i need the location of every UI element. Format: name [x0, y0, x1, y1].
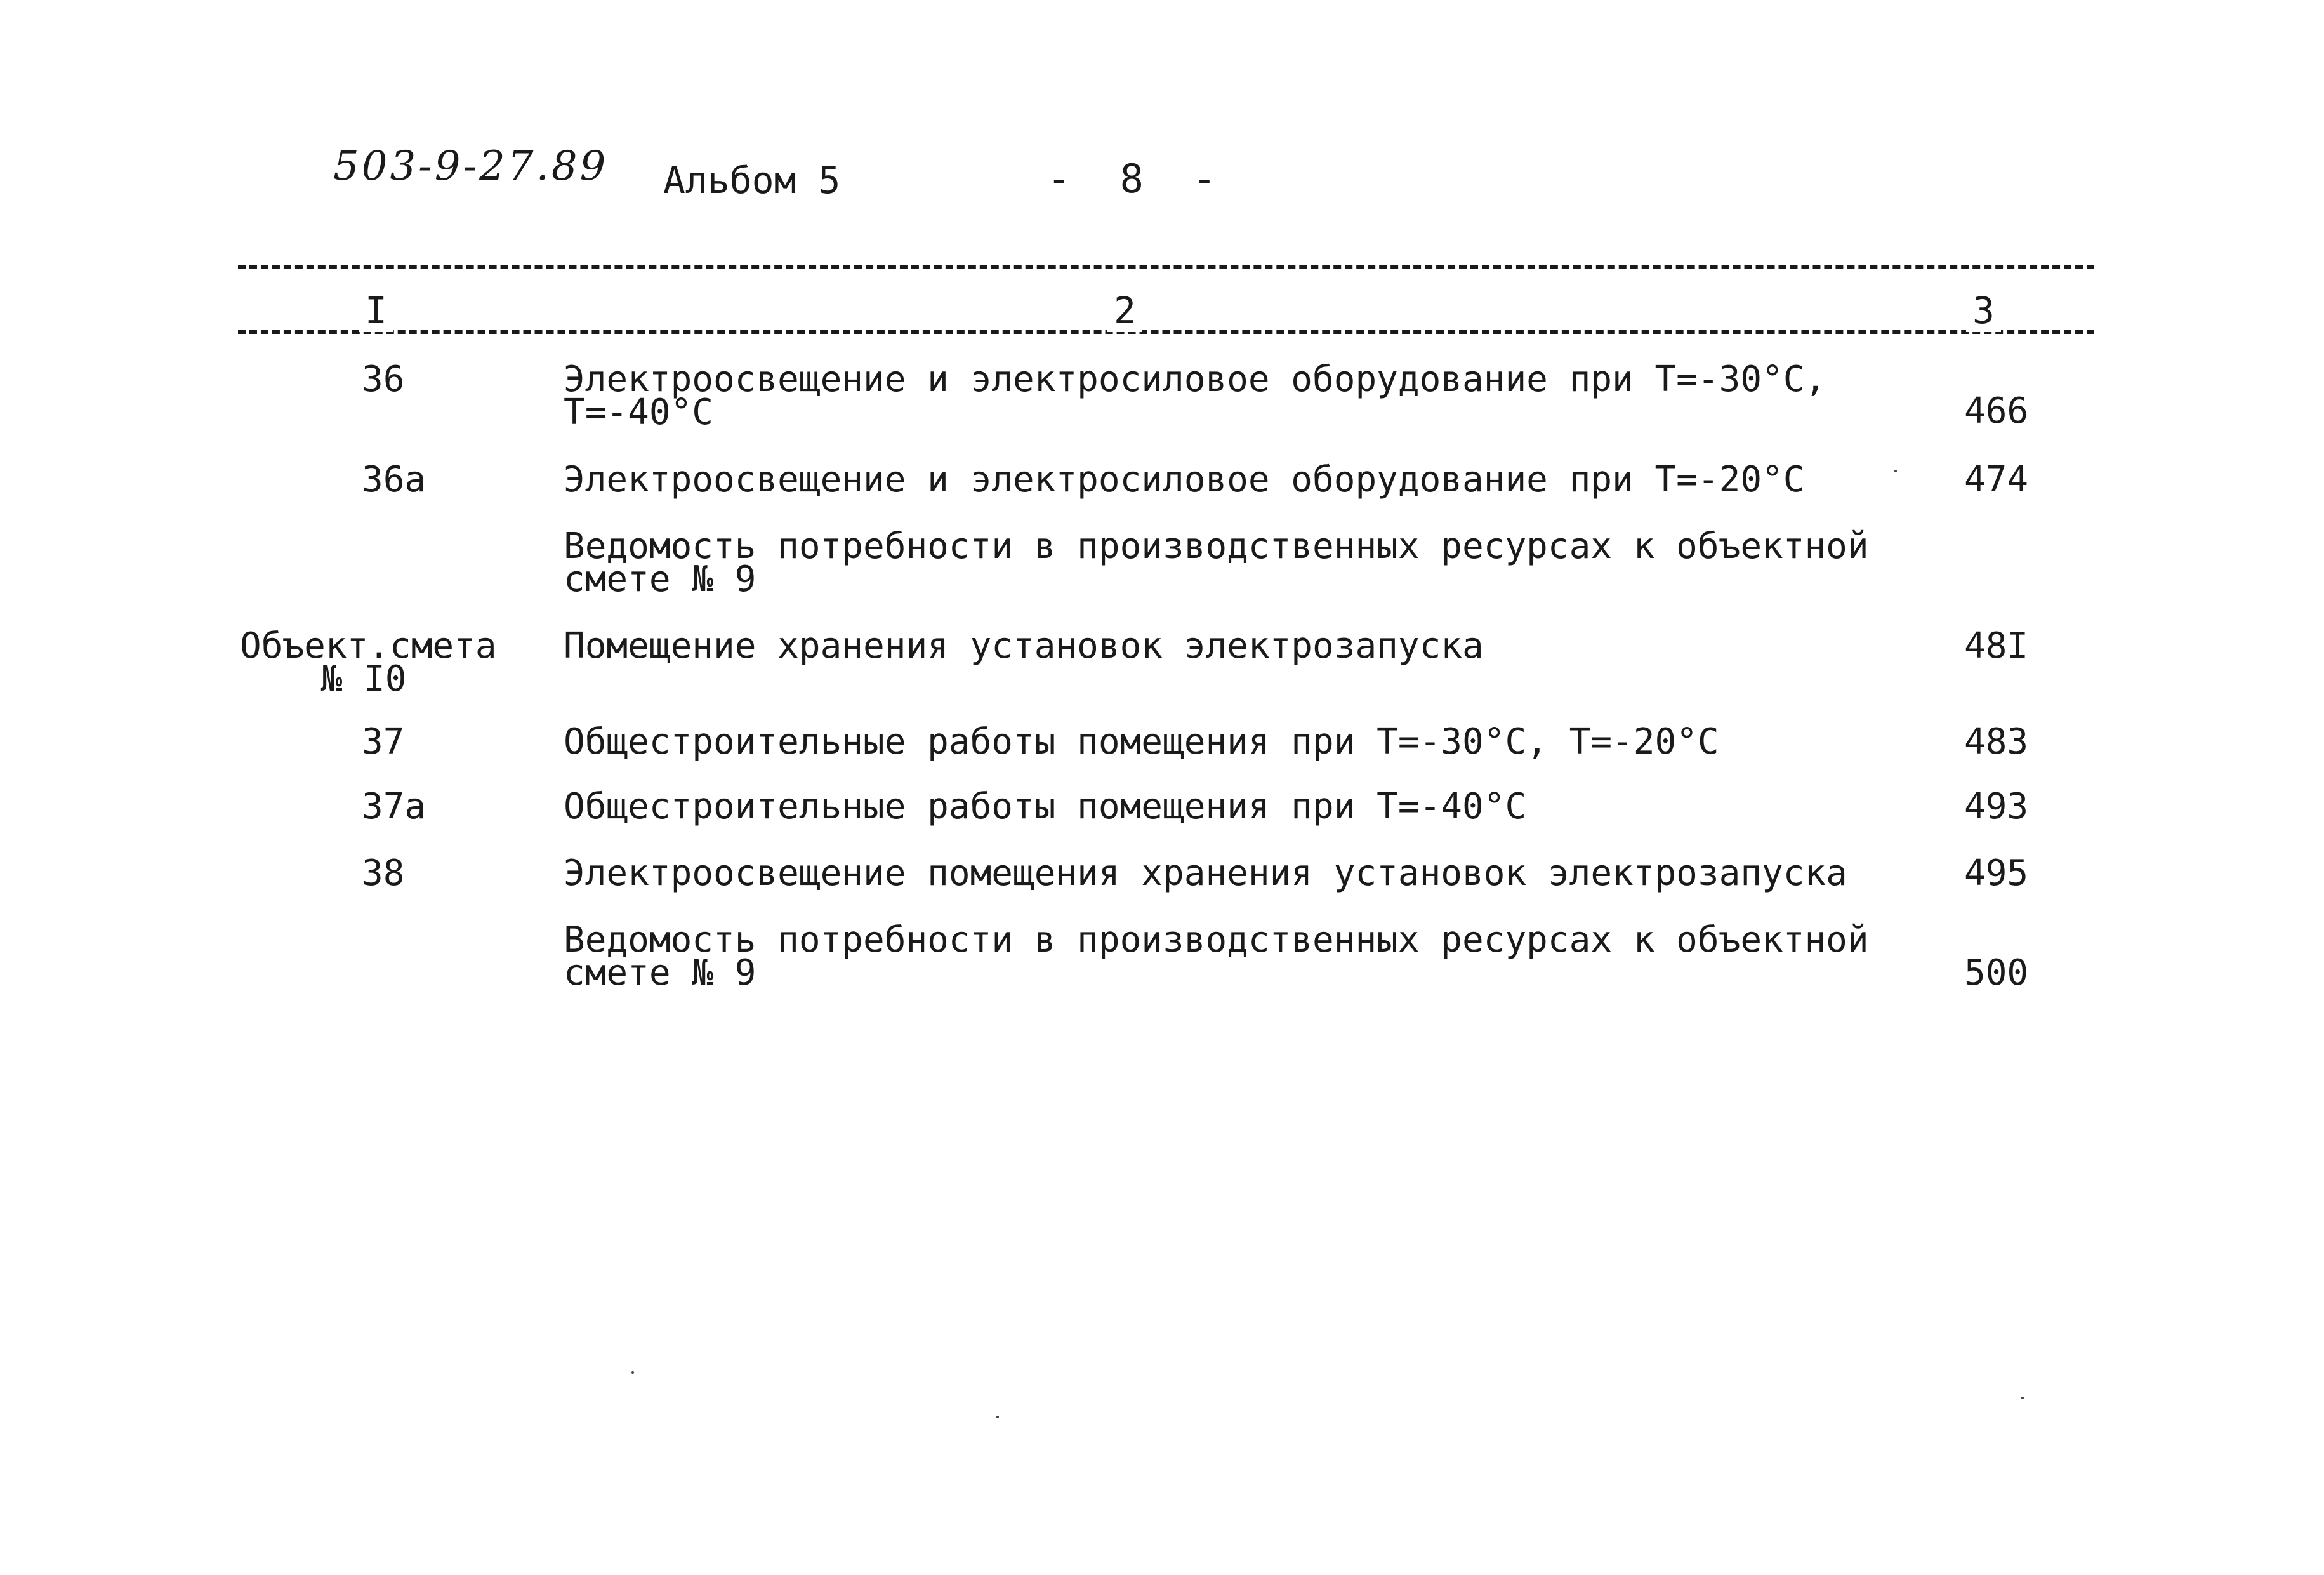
row-description: Ведомость потребности в производственных ресурсах к объектной смете № 9: [564, 919, 1869, 994]
row-number: 36а: [362, 459, 426, 500]
page-number: - 8 -: [1047, 156, 1229, 202]
table-top-rule: [238, 265, 2094, 269]
scan-speck: [996, 1416, 999, 1418]
scan-speck: [1894, 470, 1897, 472]
album-label: Альбом 5: [663, 159, 841, 202]
row-description: Помещение хранения установок электрозапуска: [564, 625, 1484, 667]
row-description: Общестроительные работы помещения при Т=-30°С, Т=-20°С: [564, 721, 1719, 762]
row-page: 495: [1964, 853, 2029, 894]
document-code: 503-9-27.89: [333, 143, 609, 190]
scan-speck: [2021, 1397, 2024, 1399]
column-header-1: I: [359, 289, 393, 332]
row-page: 500: [1964, 952, 2029, 994]
row-number: 36: [362, 359, 405, 400]
row-page: 483: [1964, 721, 2029, 762]
row-number: 37а: [362, 786, 426, 827]
row-number: 37: [362, 721, 405, 762]
row-page: 466: [1964, 390, 2029, 432]
row-number: 38: [362, 853, 405, 894]
row-page: 474: [1964, 459, 2029, 500]
column-header-3: 3: [1966, 289, 2001, 332]
row-description: Электроосвещение и электросиловое оборудование при Т=-30°С, Т=-40°С: [564, 359, 1826, 433]
column-header-2: 2: [1107, 289, 1142, 332]
row-description: Общестроительные работы помещения при Т=-40°С: [564, 786, 1527, 827]
row-page: 493: [1964, 786, 2029, 827]
table-head-rule: [238, 330, 2094, 334]
row-description: Электроосвещение и электросиловое оборудование при Т=-20°С: [564, 459, 1805, 500]
row-description: Электроосвещение помещения хранения установок электрозапуска: [564, 853, 1847, 894]
row-object-estimate: Объект.смета № I0: [240, 625, 497, 700]
row-page: 48I: [1964, 625, 2029, 667]
row-description: Ведомость потребности в производственных ресурсах к объектной смете № 9: [564, 526, 1869, 600]
scan-speck: [631, 1371, 634, 1374]
